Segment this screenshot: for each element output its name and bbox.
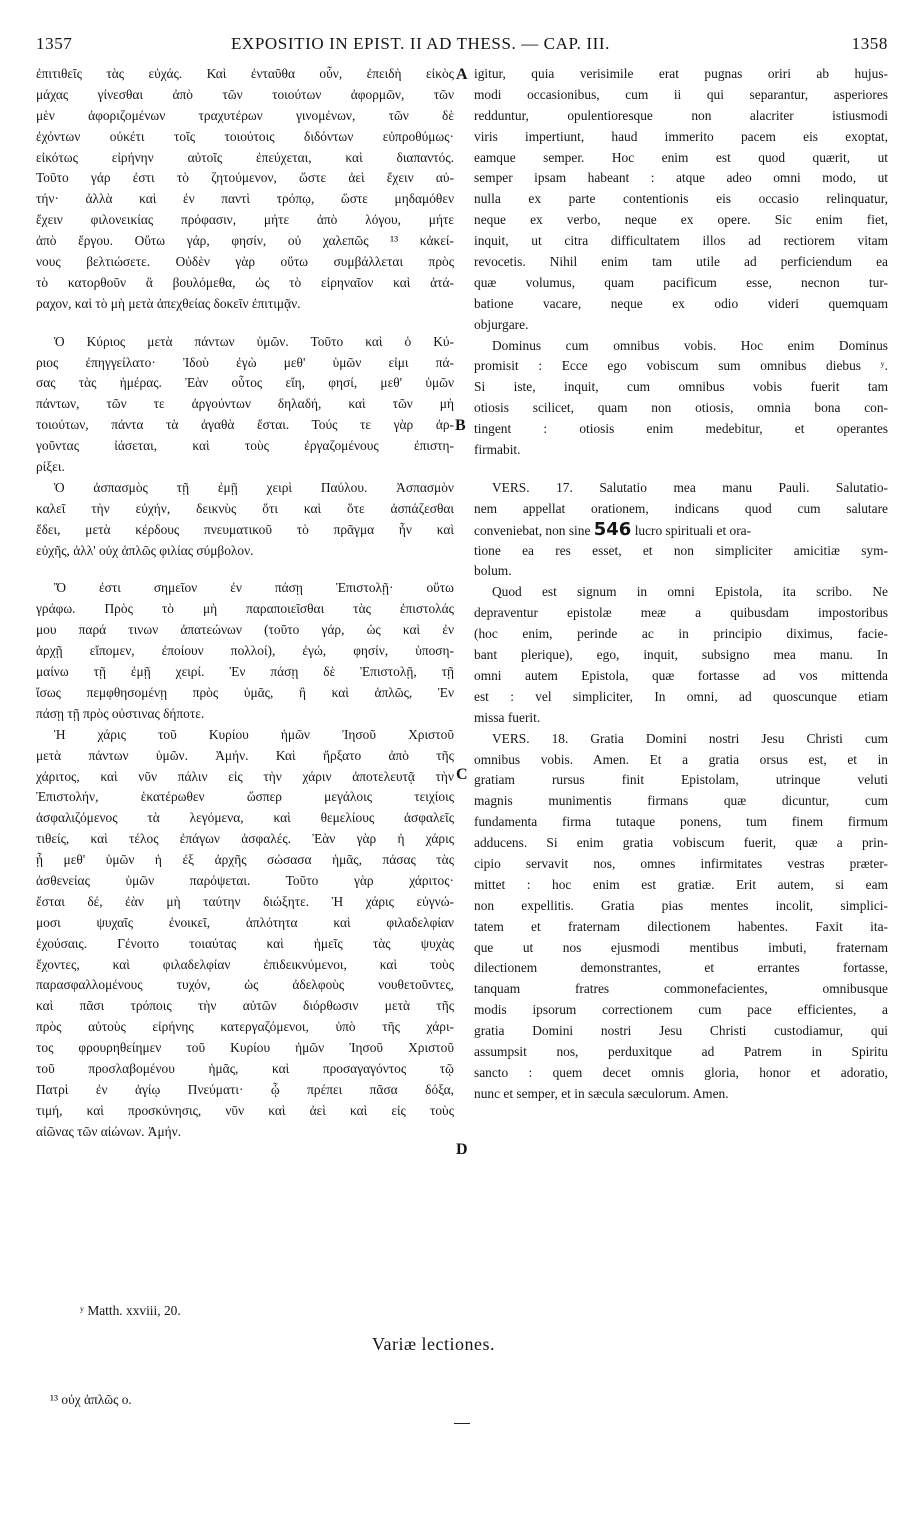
- greek-line: ριος ἐπηγγείλατο· Ἰδοὺ ἐγὼ μεθ' ὑμῶν εἰμι πά-: [36, 354, 454, 370]
- column-number: 546: [593, 519, 632, 540]
- latin-line: tanquam fratres commonefacientes, omnibusque: [474, 981, 888, 997]
- greek-line: Ἐπιστολήν, ἑκατέρωθεν ὥσπερ μεγάλοις τειχίοις: [36, 789, 454, 805]
- greek-line: μαίνω τῇ ἐμῇ χειρί. Ἐν πάσῃ δὲ Ἐπιστολῇ, τῇ: [36, 664, 454, 680]
- greek-line: καὶ πᾶσι τρόποις τὴν αὐτῶν διόρθωσιν μετὰ τῆς: [36, 998, 454, 1014]
- running-title: EXPOSITIO IN EPIST. II AD THESS. — CAP. III.: [231, 34, 611, 53]
- latin-line: missa fuerit.: [474, 709, 541, 725]
- latin-line: nunc et semper, et in sæcula sæculorum. Amen.: [474, 1085, 729, 1101]
- variant-footnote: ¹³ οὐχ ἁπλῶς ο.: [50, 1392, 132, 1407]
- greek-line: ᾖ μεθ' ὑμῶν ἡ ἐξ ἀρχῆς σώσασα ἡμᾶς, πάσας τὰς: [36, 852, 454, 868]
- latin-line-part: conveniebat, non sine: [474, 522, 591, 538]
- greek-line: τος φρουρηθείημεν τοῦ Κυρίου ἡμῶν Ἰησοῦ Χριστοῦ: [36, 1040, 454, 1056]
- latin-line: cipio servavit nos, omnes infirmitates vestras præter-: [474, 855, 888, 871]
- latin-line: sancto : quem decet omnis gloria, honor et adoratio,: [474, 1064, 888, 1080]
- latin-lemma-line: Dominus cum omnibus vobis. Hoc enim Dominus: [492, 337, 888, 353]
- greek-line: εἰκότως εἰρήνην αὐτοῖς ἐπεύχεται, καὶ διαπαντός.: [36, 149, 454, 165]
- latin-line: firmabit.: [474, 442, 521, 458]
- latin-column: [474, 64, 888, 1105]
- greek-line: Τοῦτο γάρ ἐστι τὸ ζητούμενον, ὥστε ἀεὶ ἔχειν αὐ-: [36, 170, 454, 186]
- greek-lemma-line: Ὁ ἀσπασμὸς τῇ ἐμῇ χειρὶ Παύλου. Ἀσπασμὸν: [54, 479, 454, 495]
- greek-column: [36, 64, 454, 1143]
- greek-line: μὲν ἀφοριζομένων τραχυτέρων γινομένων, τῶν δὲ: [36, 107, 454, 123]
- greek-line: γοῦντας ἰάσεται, καὶ τοὺς ἐργαζομένους ἐπιστη-: [36, 438, 454, 454]
- greek-line: ἀπὸ ἔργου. Οὕτω γάρ, φησίν, οὐ χαλεπῶς ¹³ κἀκεί-: [36, 233, 454, 249]
- latin-line: (hoc enim, perinde ac in principio diximus, facie-: [474, 626, 888, 642]
- latin-line: bolum.: [474, 563, 512, 579]
- latin-line: revocetis. Nihil enim tam utile ad perficiendum ea: [474, 254, 888, 270]
- greek-line: μου παρά τινων ἀπατεώνων (τοῦτο γάρ, ὡς καὶ ἐν: [36, 622, 454, 638]
- greek-line: πάντων, τῶν τε ἀργούντων δηλαδή, καὶ τῶν μὴ: [36, 396, 454, 412]
- greek-line: νους βελτιώσετε. Οὐδὲν γὰρ οὕτω συμβάλλεται πρὸς: [36, 254, 454, 270]
- latin-line: Si iste, inquit, cum omnibus vobis fuerit tam: [474, 379, 888, 395]
- latin-line: viris impertiunt, haud immerito pacem eis exoptat,: [474, 128, 888, 144]
- greek-line: ἔχειν φιλονεικίας πρόφασιν, μήτε ἀπὸ λόγου, μήτε: [36, 212, 454, 228]
- greek-line: σας τὰς ἡμέρας. Ἐὰν οὗτος εἴη, φησί, μεθ' ὑμῶν: [36, 375, 454, 391]
- closing-rule: [454, 1423, 470, 1424]
- latin-line: non expellitis. Gratia pias mentes incolit, simplici-: [474, 897, 888, 913]
- latin-line: depraventur epistolæ meæ a quibusdam impostoribus: [474, 605, 888, 621]
- greek-line: ρίξει.: [36, 459, 65, 475]
- latin-line: adducens. Si enim gratia vobiscum fuerit, quæ a prin-: [474, 835, 888, 851]
- latin-line: bant plerique), ego, inquit, subsigno mea manu. In: [474, 647, 888, 663]
- latin-line: modi occasionibus, cum ii qui separantur, asperiores: [474, 86, 888, 102]
- greek-line: τὸ κατορθοῦν ἃ βουλόμεθα, ὡς τὸ εἰρηναῖον καὶ ἀτά-: [36, 274, 454, 290]
- latin-line: magnis munimentis firmans quæ dicuntur, cum: [474, 793, 888, 809]
- greek-line: Πατρὶ ἐν ἁγίῳ Πνεύματι· ᾧ πρέπει πᾶσα δόξα,: [36, 1081, 454, 1097]
- greek-line: πάσῃ τῇ πρὸς οὐστινας δήποτε.: [36, 705, 205, 721]
- latin-line: quæ volumus, quam pacificum esse, necnon tur-: [474, 274, 888, 290]
- latin-line: fundamenta firma tutaque ponens, tum finem firmum: [474, 814, 888, 830]
- section-marker-d: D: [456, 1141, 468, 1158]
- latin-line-part: lucro spirituali et ora-: [634, 522, 752, 538]
- greek-line: ἐχούσαις. Γένοιτο τοιαύτας καὶ ἡμεῖς τὰς ψυχὰς: [36, 935, 454, 951]
- greek-line: αἰῶνας τῶν αἰώνων. Ἀμήν.: [36, 1123, 182, 1139]
- latin-line: mittet : hoc enim est gratiæ. Erit autem, si eam: [474, 876, 888, 892]
- greek-line: τιθείς, καὶ τέλος ἐπάγων ἀσφαλές. Ἐὰν γὰρ ἡ χάρις: [36, 831, 454, 847]
- latin-line: nulla ex parte contentionis eis occasio relinquatur,: [474, 191, 888, 207]
- latin-line: semper ipsam habeant : atque adeo omni modo, ut: [474, 170, 888, 186]
- greek-line: ἔχοντες, καὶ φιλαδελφίαν ἐπιδεικνύμενοι, καὶ τοὺς: [36, 956, 454, 972]
- latin-line: redduntur, opulentioresque non alacriter istiusmodi: [474, 107, 888, 123]
- latin-line: promisit : Ecce ego vobiscum sum omnibus diebus ʸ.: [474, 358, 888, 374]
- latin-line: tione ea res esset, et non simpliciter amicitiæ sym-: [474, 542, 888, 558]
- latin-lemma-line: Quod est signum in omni Epistola, ita scribo. Ne: [492, 584, 888, 600]
- page-number-left: 1357: [36, 34, 73, 53]
- latin-line: omni autem Epistola, quæ fortasse ad vos mittenda: [474, 667, 888, 683]
- greek-line: πρὸς αὐτοὺς εἰρήνης κατεργαζόμενοι, ὑπὸ τῆς χάρι-: [36, 1019, 454, 1035]
- greek-line: εὐχῆς, ἀλλ' οὐχ ἁπλῶς φιλίας σύμβολον.: [36, 542, 254, 558]
- latin-line: tatem et fraternam dilectionem habentes. Faxit ita-: [474, 918, 888, 934]
- latin-line: nem appellat orationem, indicans quod cum salutare: [474, 500, 888, 516]
- greek-line: ἴσως πεμφθησομένῃ πρὸς ὑμᾶς, ἢ καὶ ἁπλῶς, Ἐν: [36, 684, 454, 700]
- greek-line: ἔσται δέ, ἐὰν μὴ ταύτην διώξητε. Ἡ χάρις εὐγνώ-: [36, 893, 454, 909]
- variae-lectiones-heading: Variæ lectiones.: [372, 1334, 495, 1354]
- section-marker-b: B: [455, 417, 466, 434]
- scripture-footnote: ʸ Matth. xxviii, 20.: [80, 1303, 181, 1318]
- greek-lemma-line: Ὅ ἐστι σημεῖον ἐν πάσῃ Ἐπιστολῇ· οὕτω: [54, 580, 454, 596]
- section-marker-a: A: [456, 66, 468, 83]
- latin-line: objurgare.: [474, 316, 529, 332]
- latin-line: gratia Domini nostri Jesu Christi custodiamur, qui: [474, 1023, 888, 1039]
- greek-line: μετὰ πάντων ὑμῶν. Ἀμήν. Καὶ ἤρξατο ἀπὸ τῆς: [36, 747, 454, 763]
- greek-line: μοσι ψυχαῖς ἐνοικεῖ, ἁπλότητα καὶ φιλαδελφίαν: [36, 914, 454, 930]
- greek-line: ἔδει, μετὰ κέρδους πνευματικοῦ τὸ πρᾶγμα ἦν καὶ: [36, 521, 454, 537]
- latin-line: modis ipsorum correctionem cum pace efficientes, a: [474, 1002, 888, 1018]
- page-number-right: 1358: [851, 34, 888, 53]
- latin-line: batione vacare, neque ex odio videri quemquam: [474, 295, 888, 311]
- greek-line: παρασφαλλομένους τυχόν, ὡς ἀδελφοὺς νουθετοῦντες,: [36, 977, 454, 993]
- greek-lemma-line: Ὁ Κύριος μετὰ πάντων ὑμῶν. Τοῦτο καὶ ὁ Κύ-: [54, 333, 454, 349]
- latin-line: que ut nos ejusmodi mentibus imbuti, fraternam: [474, 939, 888, 955]
- greek-line: ραχον, καὶ τὸ μὴ μετὰ ἀπεχθείας δοκεῖν ἐπιτιμᾷν.: [36, 295, 301, 311]
- latin-line: dilectionem demonstrantes, et errantes fortasse,: [474, 960, 888, 976]
- latin-line: neque ex verbo, neque ex opere. Sic enim fiet,: [474, 212, 888, 228]
- greek-line: τοιούτων, πάντα τὰ ἀγαθὰ ἔσται. Τούς τε γὰρ ἀρ-: [36, 417, 454, 433]
- latin-verse-line: VERS. 18. Gratia Domini nostri Jesu Christi cum: [492, 730, 888, 746]
- latin-line: inquit, ut citra difficultatem illos ad rectiorem vitam: [474, 233, 888, 249]
- greek-line: καλεῖ τὴν εὐχήν, δεικνὺς ὅτι καὶ ὅτε ἀσπάζεσθαι: [36, 500, 454, 516]
- section-marker-c: C: [456, 766, 468, 783]
- greek-line: ἐπιτιθεῖς τὰς εὐχάς. Καὶ ἐνταῦθα οὖν, ἐπειδὴ εἰκὸς: [36, 66, 454, 81]
- latin-line: igitur, quia verisimile erat pugnas oriri ab hujus-: [474, 66, 888, 81]
- latin-line: assumpsit nos, perduxitque ad Patrem in Spiritu: [474, 1043, 888, 1059]
- greek-lemma-line: Ἡ χάρις τοῦ Κυρίου ἡμῶν Ἰησοῦ Χριστοῦ: [54, 726, 454, 742]
- latin-line: gratiam rursus finit Epistolam, utrinque veluti: [474, 772, 888, 788]
- latin-line: eamque semper. Hoc enim est quod quærit, ut: [474, 149, 888, 165]
- latin-verse-line: VERS. 17. Salutatio mea manu Pauli. Salutatio-: [492, 479, 888, 495]
- greek-line: ἀσθενείας ὑμῶν παρόψεται. Τοῦτο γὰρ χάριτος·: [36, 872, 454, 888]
- greek-line: τοῦ προσλαβομένου ἡμᾶς, καὶ προσαγαγόντος τῷ: [36, 1060, 454, 1076]
- latin-line: tingent : otiosis enim medebitur, et operantes: [474, 421, 888, 437]
- greek-line: τιμή, καὶ προσκύνησις, νῦν καὶ ἀεὶ καὶ εἰς τοὺς: [36, 1102, 454, 1118]
- greek-line: ἐχόντων οὐκέτι τοῖς τοιούτοις διδόντων εὐπροθύμως·: [36, 128, 454, 144]
- greek-line: γράφω. Πρὸς τὸ μὴ παραποιεῖσθαι τὰς ἐπιστολάς: [36, 601, 454, 617]
- latin-line-with-column-number: [474, 520, 888, 541]
- greek-line: τήν· ἀλλὰ καὶ ἐν παντὶ τρόπῳ, ὥστε μηδαμόθεν: [36, 191, 454, 207]
- running-header: [36, 34, 888, 60]
- latin-line: omnibus vobis. Amen. Et a gratia orsus est, et in: [474, 751, 888, 767]
- greek-line: ἀσφαλιζόμενος τὰ λεγόμενα, καὶ θεμελίους ἀσφαλεῖς: [36, 810, 454, 826]
- latin-line: est : vel simpliciter, In omni, ad quoscunque etiam: [474, 688, 888, 704]
- latin-line: otiosis scilicet, quam non otiosis, omnia bona con-: [474, 400, 888, 416]
- greek-line: χάριτος, καὶ νῦν πάλιν εἰς τὴν χάριν ἀποτελευτᾷ τὴν: [36, 768, 454, 784]
- greek-line: μάχας γίνεσθαι ἀπὸ τῶν τοιούτων ἀφορμῶν, τῶν: [36, 86, 454, 102]
- greek-line: ἀρχῇ εἴπομεν, ἐποίουν πολλοί), ἐγώ, φησίν, ὑποση-: [36, 643, 454, 659]
